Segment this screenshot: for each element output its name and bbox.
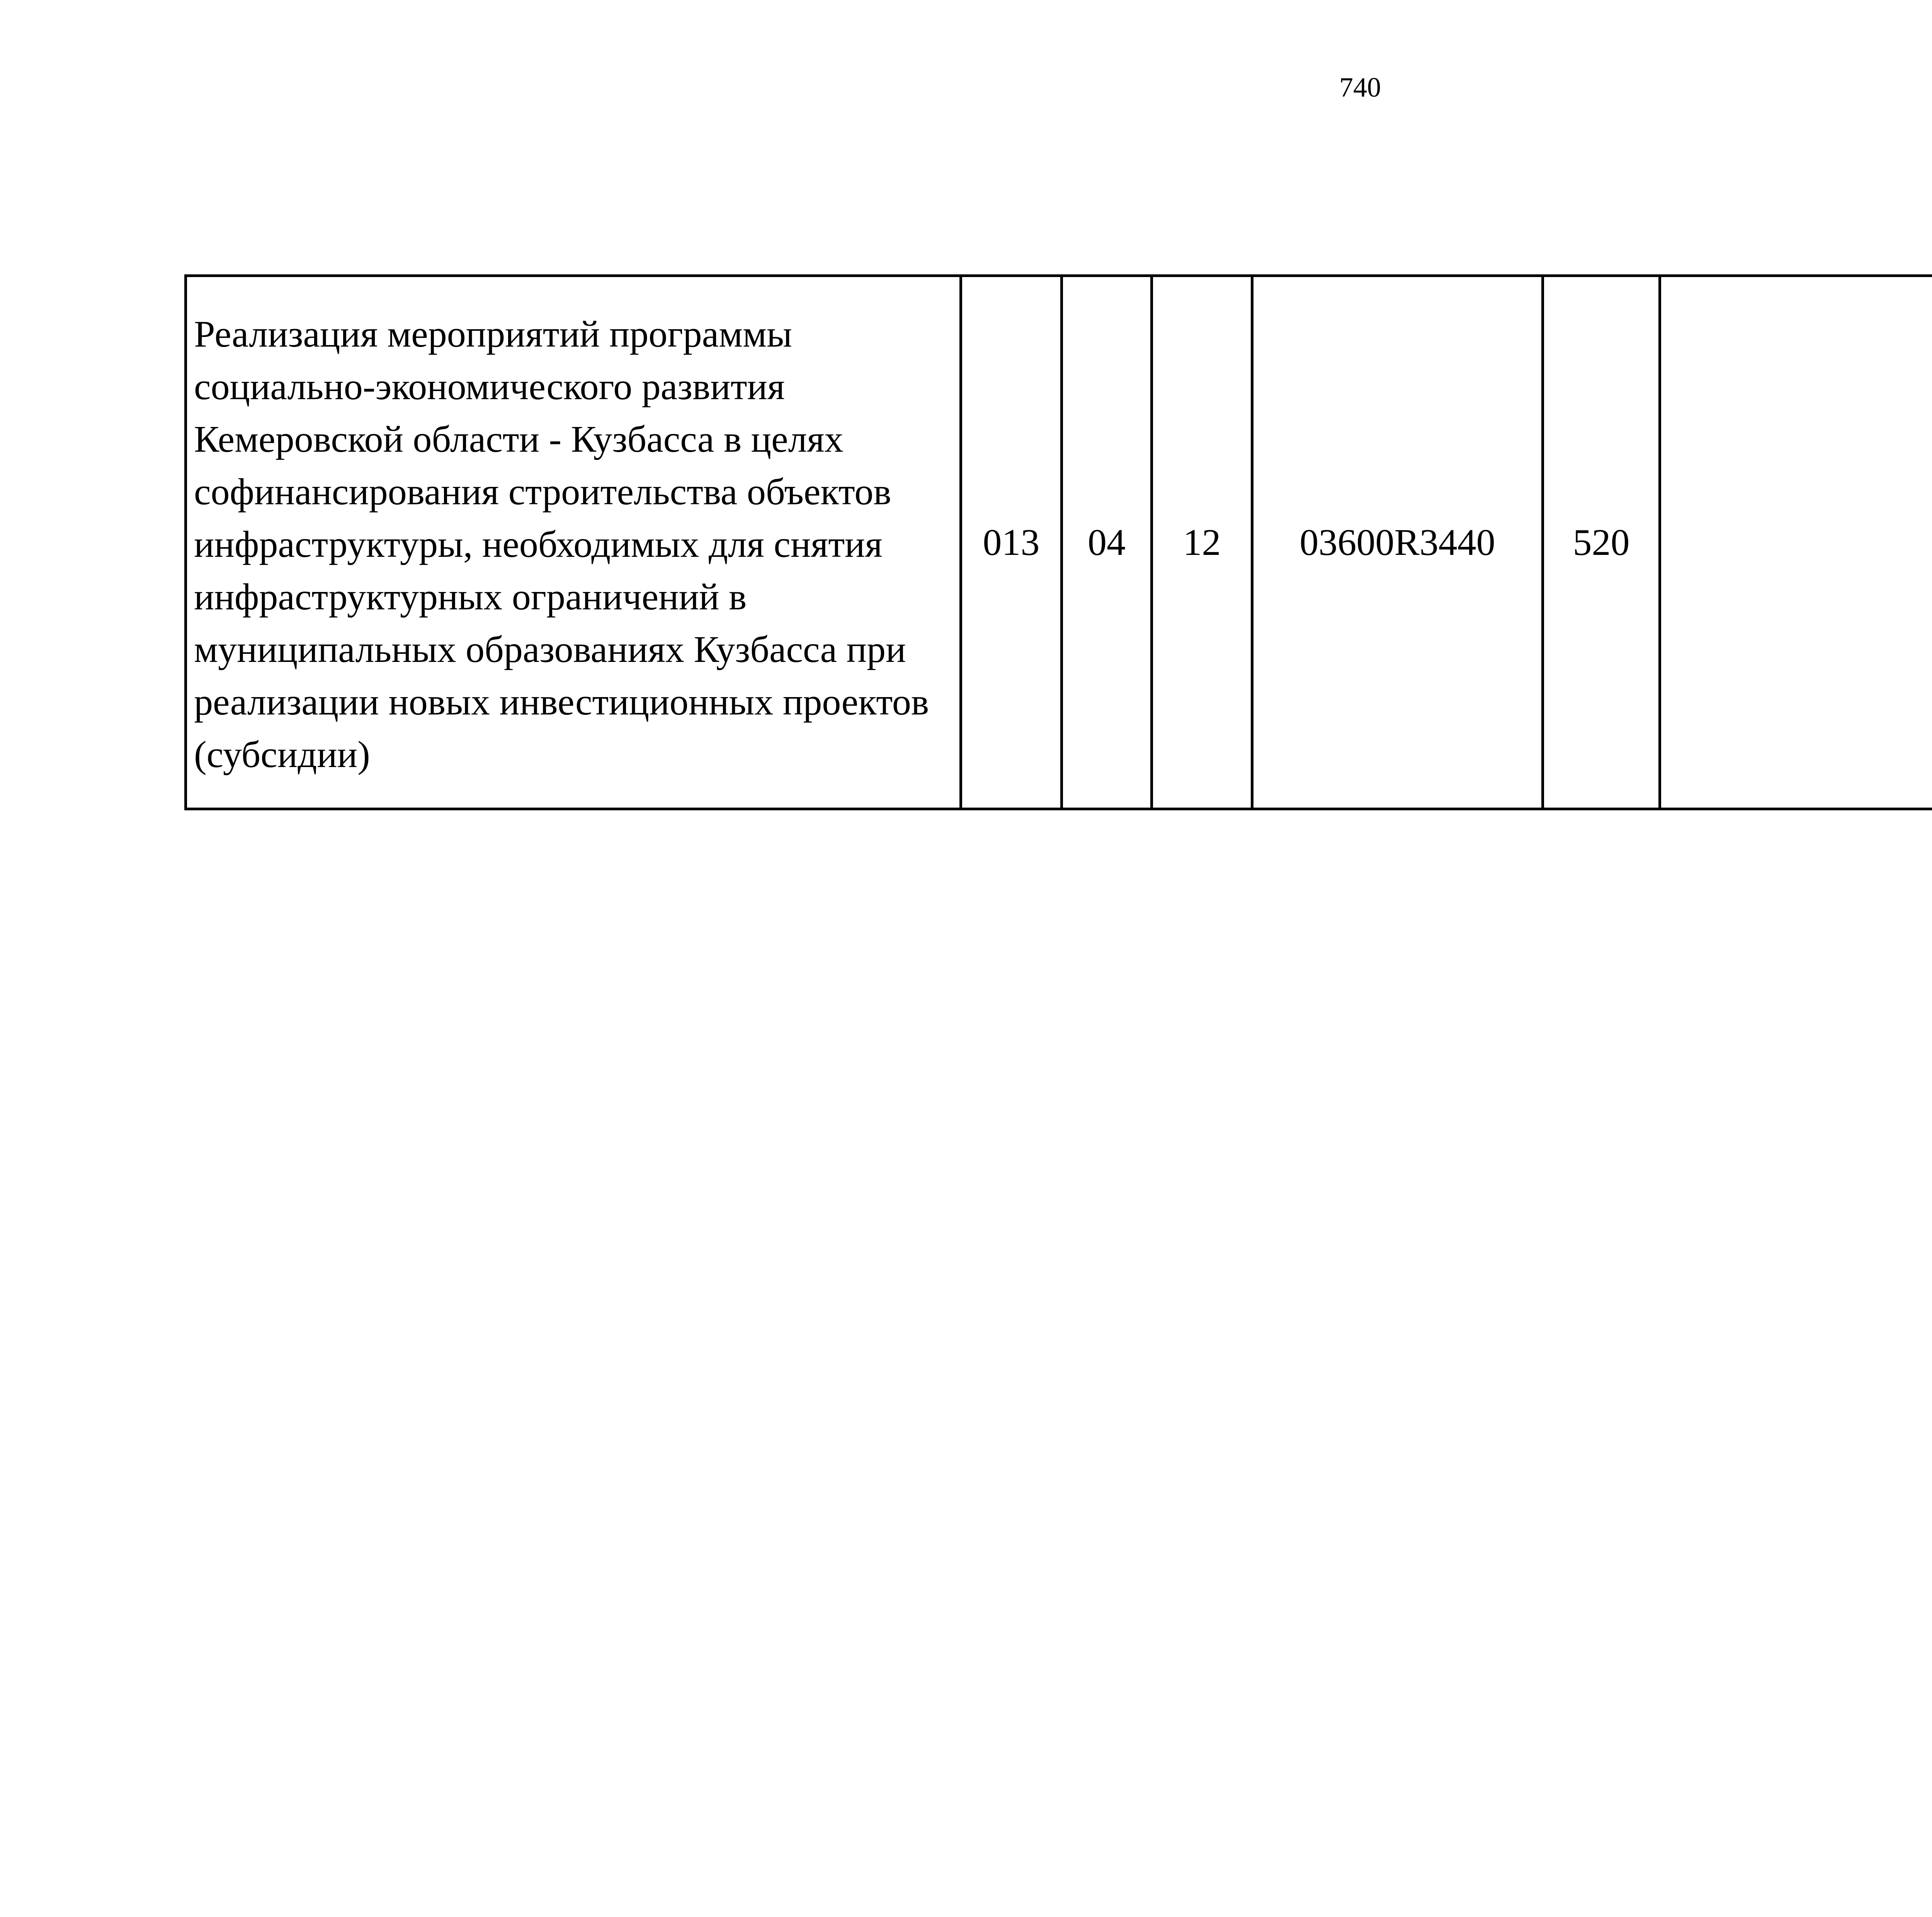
table-row (186, 276, 1932, 809)
target-article-code: 03600R3440 (1252, 276, 1543, 809)
ministry-code: 013 (961, 276, 1062, 809)
section-code: 04 (1062, 276, 1152, 809)
budget-table (184, 274, 1932, 810)
subsection-code: 12 (1152, 276, 1252, 809)
page-number: 740 (1339, 72, 1381, 103)
expense-type-code: 520 (1543, 276, 1660, 809)
amount-cell-1 (1660, 276, 1932, 809)
expense-description: Реализация мероприятий программы социально-экономического развития Кемеровской области - Кузбасса в целях софинансирования строительства объектов инфраструктуры, необходимых для снятия инфраструктурных ограничений в муниципальных образованиях Кузбасса при реализации новых инвестиционных проектов (субсидии) (186, 276, 961, 809)
